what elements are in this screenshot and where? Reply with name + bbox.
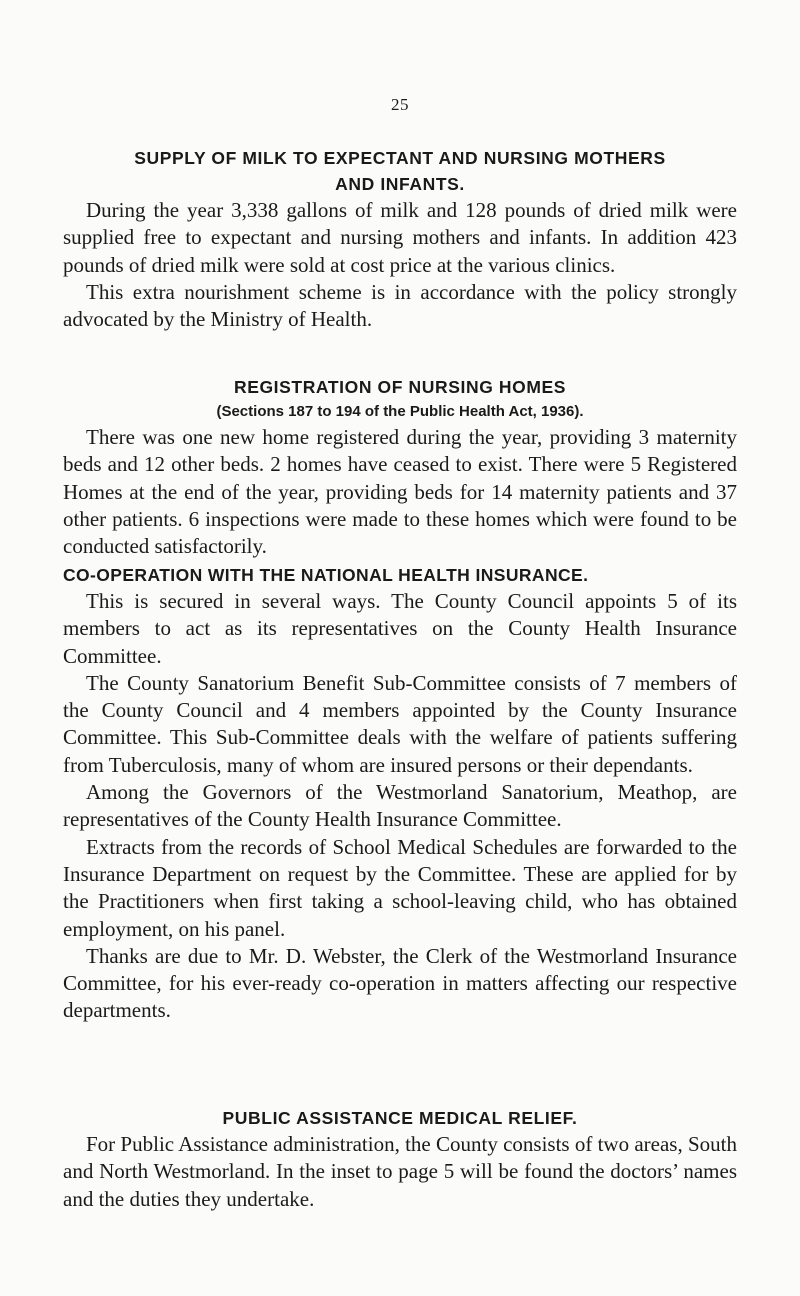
- section-health-insurance: [63, 562, 737, 1025]
- section-public-assistance: [63, 1105, 737, 1213]
- paragraph: During the year 3,338 gallons of milk and 128 pounds of dried milk were supplied free to expectant and nursing mothers and infants. In addition 423 pounds of dried milk were sold at cost price at the various clinics.: [63, 198, 737, 277]
- paragraph: Among the Governors of the Westmorland Sanatorium, Meathop, are representatives of the County Health Insurance Committee.: [63, 780, 737, 832]
- section-heading: REGISTRATION OF NURSING HOMES: [233, 377, 567, 397]
- section-heading: CO-OPERATION WITH THE NATIONAL HEALTH INSURANCE.: [63, 565, 589, 585]
- paragraph: Extracts from the records of School Medical Schedules are forwarded to the Insurance Department on request by the Committee. These are applied for by the Practitioners when first taking a school-leaving child, who has obtained employment, on his panel.: [63, 834, 737, 941]
- paragraph: The County Sanatorium Benefit Sub-Committee consists of 7 members of the County Council and 4 members appointed by the County Insurance Committee. This Sub-Committee deals with the welfare of patients suffering from Tuberculosis, many of whom are insured persons or their dependants.: [63, 670, 737, 777]
- paragraph: For Public Assistance administration, the County consists of two areas, South and North Westmorland. In the inset to page 5 will be found the doctors’ names and the duties they undertake.: [63, 1132, 737, 1211]
- section-heading: SUPPLY OF MILK TO EXPECTANT AND NURSING MOTHERS: [134, 148, 666, 168]
- section-heading-continued: AND INFANTS.: [335, 174, 465, 194]
- paragraph: There was one new home registered during the year, providing 3 maternity beds and 12 other beds. 2 homes have ceased to exist. There were 5 Registered Homes at the end of the year, providing beds for 14 maternity patients and 37 other patients. 6 inspections were made to these homes which were found to be conducted satisfactorily.: [63, 425, 737, 559]
- section-heading: PUBLIC ASSISTANCE MEDICAL RELIEF.: [222, 1108, 578, 1128]
- paragraph: This is secured in several ways. The County Council appoints 5 of its members to act as its representatives on the County Health Insurance Committee.: [63, 589, 737, 668]
- section-nursing-homes: [63, 374, 737, 560]
- section-subheading: (Sections 187 to 194 of the Public Health Act, 1936).: [216, 403, 584, 420]
- paragraph: This extra nourishment scheme is in accordance with the policy strongly advocated by the Ministry of Health.: [63, 279, 737, 332]
- paragraph: Thanks are due to Mr. D. Webster, the Clerk of the Westmorland Insurance Committee, for his ever-ready co-operation in matters affecting our respective departments.: [63, 943, 737, 1023]
- section-milk-supply: [63, 145, 737, 333]
- page-number: 25: [391, 95, 409, 114]
